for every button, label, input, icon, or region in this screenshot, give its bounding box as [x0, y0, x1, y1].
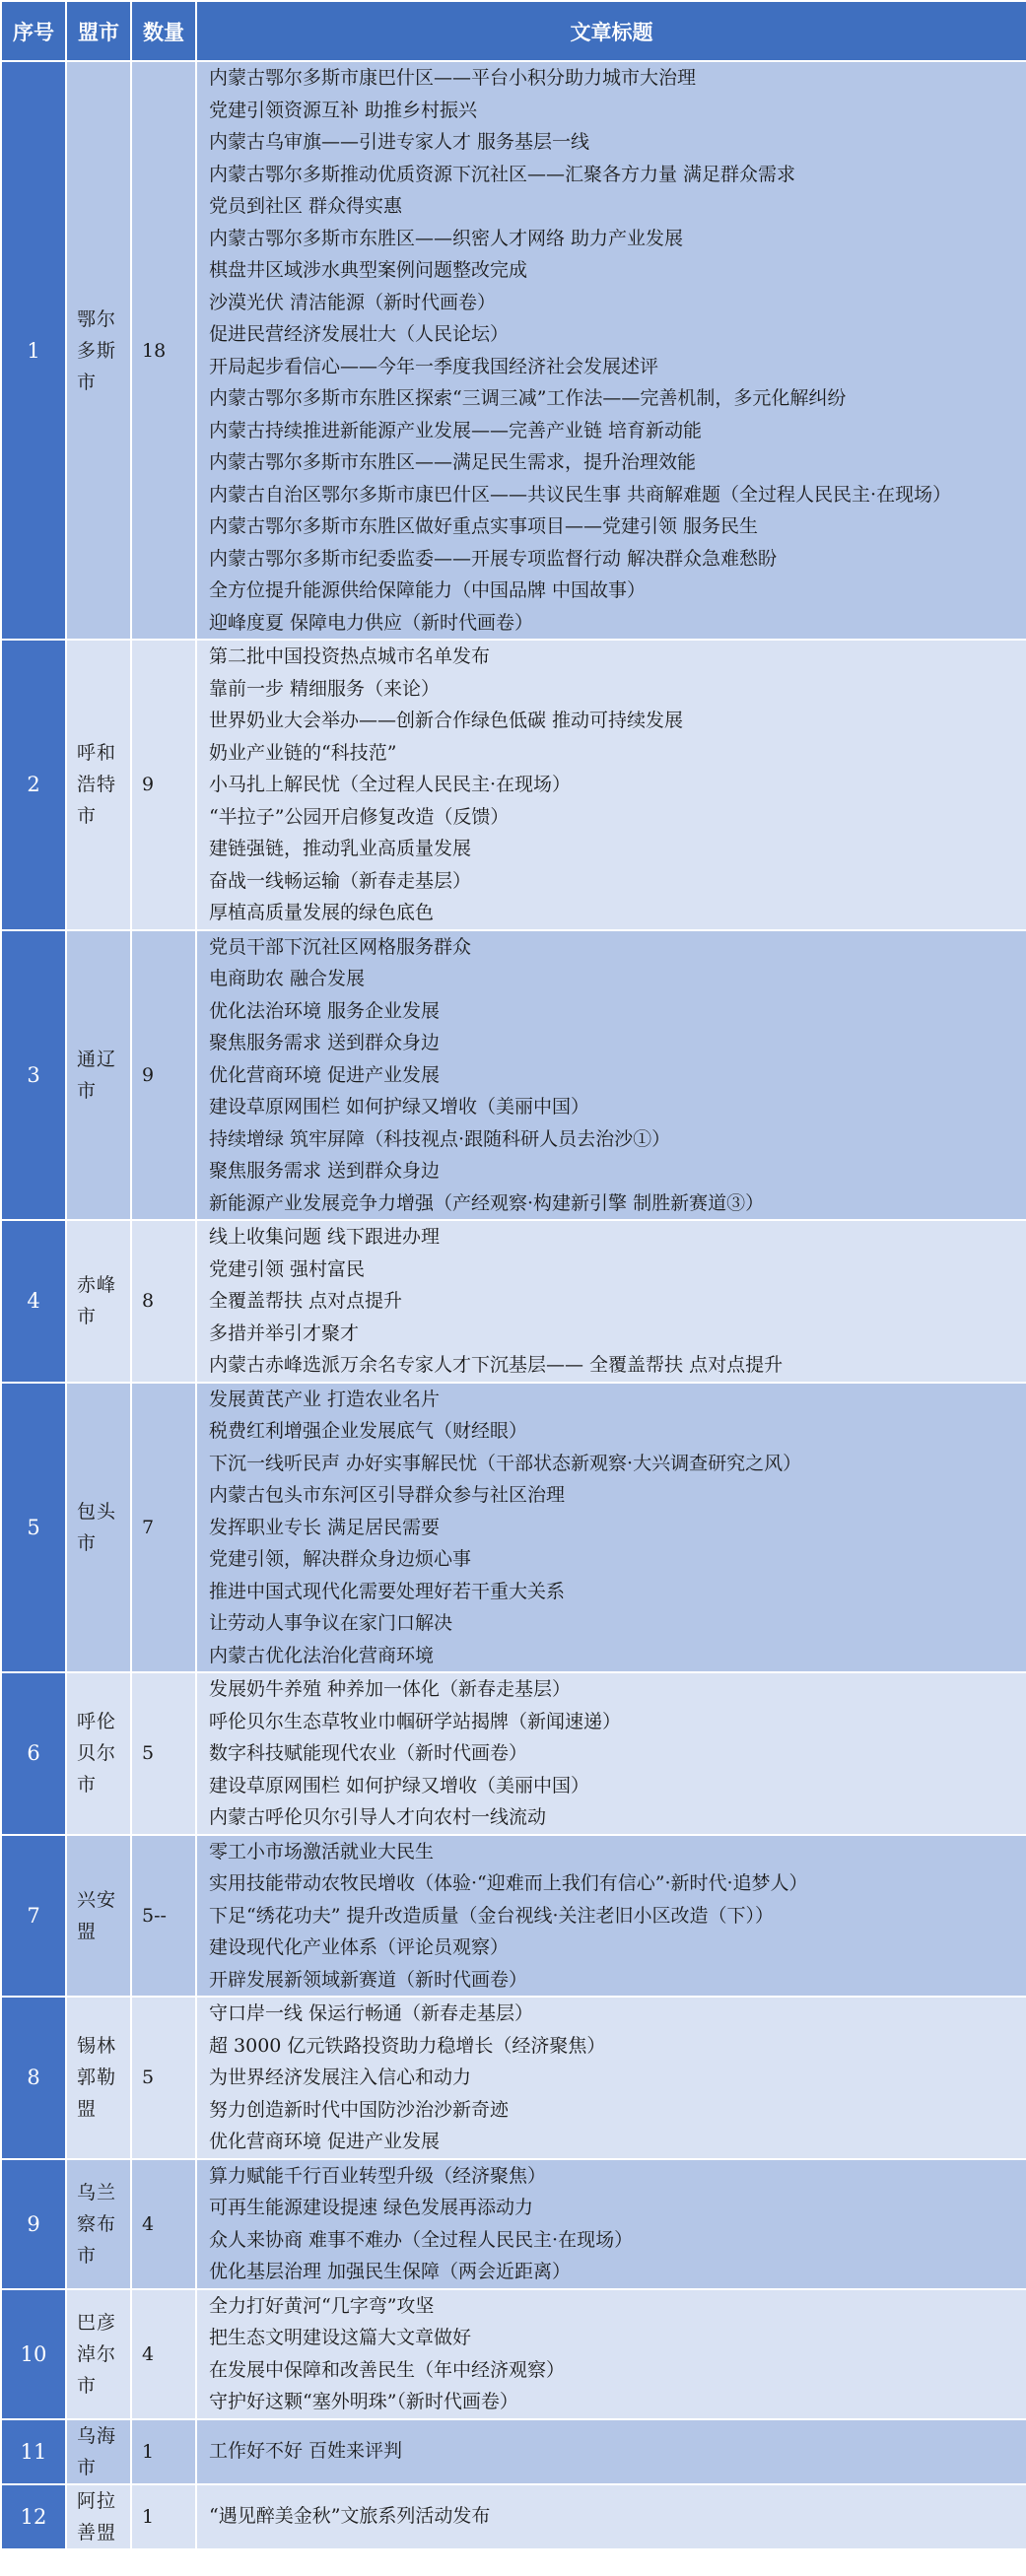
row-titles — [196, 2159, 1026, 2289]
article-title: 优化基层治理 加强民生保障（两会近距离） — [209, 2261, 572, 2282]
row-titles — [196, 930, 1026, 1221]
table-row — [1, 1672, 1026, 1835]
row-titles — [196, 640, 1026, 930]
table-row — [1, 2289, 1026, 2419]
row-number: 2 — [1, 640, 66, 930]
article-title: 税费红利增强企业发展底气（财经眼） — [209, 1420, 528, 1442]
row-number: 3 — [1, 930, 66, 1221]
article-title: 多措并举引才聚才 — [209, 1322, 360, 1344]
row-city: 赤峰 市 — [66, 1220, 131, 1383]
article-title: 众人来协商 难事不难办（全过程人民民主·在现场） — [209, 2228, 634, 2251]
article-title: 内蒙古呼伦贝尔引导人才向农村一线流动 — [209, 1806, 547, 1828]
article-title: 优化法治环境 服务企业发展 — [209, 999, 441, 1022]
article-title: 建设草原网围栏 如何护绿又增收（美丽中国） — [209, 1096, 590, 1118]
article-title: 厚植高质量发展的绿色底色 — [209, 902, 435, 923]
article-title: 党员干部下沉社区网格服务群众 — [209, 935, 472, 958]
article-title: 建设现代化产业体系（评论员观察） — [209, 1936, 510, 1958]
article-title: 党建引领，解决群众身边烦心事 — [209, 1548, 472, 1570]
row-city: 乌兰 察布 市 — [66, 2159, 131, 2289]
row-titles — [196, 1835, 1026, 1998]
article-title: 党建引领 强村富民 — [209, 1257, 366, 1280]
row-titles — [196, 2484, 1026, 2549]
article-title: 电商助农 融合发展 — [209, 968, 366, 989]
header-title: 文章标题 — [196, 1, 1026, 61]
row-number: 1 — [1, 61, 66, 640]
row-number: 4 — [1, 1220, 66, 1383]
row-number: 11 — [1, 2419, 66, 2484]
row-number: 7 — [1, 1835, 66, 1998]
row-number: 8 — [1, 1997, 66, 2159]
header-num: 序号 — [1, 1, 66, 61]
row-titles — [196, 61, 1026, 640]
article-title: 呼伦贝尔生态草牧业巾帼研学站揭牌（新闻速递） — [209, 1710, 622, 1732]
table-row — [1, 1220, 1026, 1383]
article-title: 努力创造新时代中国防沙治沙新奇迹 — [209, 2098, 510, 2121]
article-title: 党建引领资源互补 助推乡村振兴 — [209, 99, 478, 121]
article-title: 内蒙古鄂尔多斯市东胜区——织密人才网络 助力产业发展 — [209, 227, 684, 249]
row-city: 阿拉 善盟 — [66, 2484, 131, 2549]
article-title: 奶业产业链的“科技范” — [209, 741, 397, 764]
article-title: 算力赋能千行百业转型升级（经济聚焦） — [209, 2164, 547, 2187]
article-title: 守口岸一线 保运行畅通（新春走基层） — [209, 2002, 534, 2024]
article-title: 世界奶业大会举办——创新合作绿色低碳 推动可持续发展 — [209, 710, 684, 731]
row-city: 巴彦 淖尔 市 — [66, 2289, 131, 2419]
row-titles — [196, 1383, 1026, 1673]
article-title: 促进民营经济发展壮大（人民论坛） — [209, 323, 510, 345]
row-city: 通辽 市 — [66, 930, 131, 1221]
article-title: 内蒙古乌审旗——引进专家人才 服务基层一线 — [209, 131, 590, 153]
article-title: “遇见醉美金秋”文旅系列活动发布 — [209, 2505, 491, 2528]
row-count: 4 — [131, 2159, 196, 2289]
article-title: 下沉一线听民声 办好实事解民忧（干部状态新观察·大兴调查研究之风） — [209, 1452, 802, 1474]
table-row — [1, 2484, 1026, 2549]
article-title: 内蒙古鄂尔多斯市纪委监委——开展专项监督行动 解决群众急难愁盼 — [209, 547, 778, 570]
row-city: 包头 市 — [66, 1383, 131, 1673]
row-count: 4 — [131, 2289, 196, 2419]
article-title: 全力打好黄河“几字弯”攻坚 — [209, 2294, 435, 2317]
article-title: 党员到社区 群众得实惠 — [209, 195, 403, 217]
article-title: 推进中国式现代化需要处理好若干重大关系 — [209, 1580, 566, 1602]
row-number: 10 — [1, 2289, 66, 2419]
row-count: 1 — [131, 2419, 196, 2484]
article-title: 发挥职业专长 满足居民需要 — [209, 1516, 441, 1538]
row-count: 1 — [131, 2484, 196, 2549]
article-title: 下足“绣花功夫” 提升改造质量（金台视线·关注老旧小区改造（下）） — [209, 1904, 775, 1927]
article-title: 零工小市场激活就业大民生 — [209, 1840, 435, 1863]
article-title: 持续增绿 筑牢屏障（科技视点·跟随科研人员去治沙①） — [209, 1127, 671, 1150]
article-title: 奋战一线畅运输（新春走基层） — [209, 869, 472, 892]
table-row — [1, 61, 1026, 640]
article-title: 工作好不好 百姓来评判 — [209, 2440, 403, 2463]
row-city: 鄂尔 多斯 市 — [66, 61, 131, 640]
article-title: 实用技能带动农牧民增收（体验·“迎难而上我们有信心”·新时代·追梦人） — [209, 1872, 808, 1894]
article-title: 让劳动人事争议在家门口解决 — [209, 1612, 453, 1634]
article-title: 建链强链，推动乳业高质量发展 — [209, 838, 472, 859]
table-row — [1, 1997, 1026, 2159]
row-count: 8 — [131, 1220, 196, 1383]
table-row — [1, 2419, 1026, 2484]
table-body — [1, 61, 1026, 2549]
article-title: 沙漠光伏 清洁能源（新时代画卷） — [209, 291, 497, 313]
header-city: 盟市 — [66, 1, 131, 61]
row-titles — [196, 2419, 1026, 2484]
row-number: 6 — [1, 1672, 66, 1835]
article-title: 线上收集问题 线下跟进办理 — [209, 1226, 441, 1248]
row-count: 9 — [131, 930, 196, 1221]
article-title: 建设草原网围栏 如何护绿又增收（美丽中国） — [209, 1774, 590, 1796]
row-titles — [196, 1220, 1026, 1383]
article-title: 内蒙古自治区鄂尔多斯市康巴什区——共议民生事 共商解难题（全过程人民民主·在现场） — [209, 483, 952, 506]
article-title: 超 3000 亿元铁路投资助力稳增长（经济聚焦） — [209, 2034, 606, 2057]
article-title: 内蒙古持续推进新能源产业发展——完善产业链 培育新动能 — [209, 419, 703, 441]
article-title: 内蒙古鄂尔多斯市康巴什区——平台小积分助力城市大治理 — [209, 67, 697, 89]
article-title: 守护好这颗“塞外明珠”（新时代画卷） — [209, 2391, 518, 2412]
row-titles — [196, 2289, 1026, 2419]
table-row — [1, 930, 1026, 1221]
row-count: 5-- — [131, 1835, 196, 1998]
article-title: 第二批中国投资热点城市名单发布 — [209, 645, 491, 667]
article-title: 内蒙古鄂尔多斯市东胜区做好重点实事项目——党建引领 服务民生 — [209, 515, 759, 537]
row-count: 7 — [131, 1383, 196, 1673]
table-row — [1, 1835, 1026, 1998]
header-count: 数量 — [131, 1, 196, 61]
article-title: 优化营商环境 促进产业发展 — [209, 2131, 441, 2152]
row-city: 呼和 浩特 市 — [66, 640, 131, 930]
article-title: 数字科技赋能现代农业（新时代画卷） — [209, 1742, 528, 1764]
row-number: 12 — [1, 2484, 66, 2549]
article-title: 开局起步看信心——今年一季度我国经济社会发展述评 — [209, 355, 659, 377]
article-title: 内蒙古鄂尔多斯推动优质资源下沉社区——汇聚各方力量 满足群众需求 — [209, 163, 796, 185]
row-city: 锡林 郭勒 盟 — [66, 1997, 131, 2159]
row-count: 18 — [131, 61, 196, 640]
article-title: 内蒙古赤峰选派万余名专家人才下沉基层—— 全覆盖帮扶 点对点提升 — [209, 1354, 784, 1376]
article-title: 为世界经济发展注入信心和动力 — [209, 2067, 472, 2088]
article-title: 迎峰度夏 保障电力供应（新时代画卷） — [209, 611, 534, 634]
table-row — [1, 640, 1026, 930]
article-title: 优化营商环境 促进产业发展 — [209, 1063, 441, 1086]
article-title: 开辟发展新领域新赛道（新时代画卷） — [209, 1968, 528, 1991]
article-title: 内蒙古优化法治化营商环境 — [209, 1644, 435, 1666]
header-row — [1, 1, 1026, 61]
article-title: 把生态文明建设这篇大文章做好 — [209, 2327, 472, 2348]
article-title: “半拉子”公园开启修复改造（反馈） — [209, 805, 510, 828]
row-city: 呼伦 贝尔 市 — [66, 1672, 131, 1835]
row-titles — [196, 1672, 1026, 1835]
row-city: 乌海 市 — [66, 2419, 131, 2484]
article-title: 发展奶牛养殖 种养加一体化（新春走基层） — [209, 1678, 572, 1700]
row-number: 5 — [1, 1383, 66, 1673]
article-title: 全方位提升能源供给保障能力（中国品牌 中国故事） — [209, 579, 647, 601]
row-city: 兴安 盟 — [66, 1835, 131, 1998]
row-titles — [196, 1997, 1026, 2159]
row-number: 9 — [1, 2159, 66, 2289]
article-title: 靠前一步 精细服务（来论） — [209, 677, 441, 700]
table-row — [1, 1383, 1026, 1673]
article-title: 全覆盖帮扶 点对点提升 — [209, 1290, 403, 1312]
row-count: 5 — [131, 1997, 196, 2159]
article-title: 可再生能源建设提速 绿色发展再添动力 — [209, 2197, 534, 2218]
article-title: 小马扎上解民忧（全过程人民民主·在现场） — [209, 774, 572, 795]
article-title: 发展黄芪产业 打造农业名片 — [209, 1388, 441, 1410]
article-title: 棋盘井区域涉水典型案例问题整改完成 — [209, 259, 528, 281]
article-title: 内蒙古包头市东河区引导群众参与社区治理 — [209, 1484, 566, 1506]
article-title: 聚焦服务需求 送到群众身边 — [209, 1160, 441, 1182]
article-title: 新能源产业发展竞争力增强（产经观察·构建新引擎 制胜新赛道③） — [209, 1191, 765, 1214]
article-title: 内蒙古鄂尔多斯市东胜区探索“三调三减”工作法——完善机制，多元化解纠纷 — [209, 387, 847, 409]
table-row — [1, 2159, 1026, 2289]
article-title: 在发展中保障和改善民生（年中经济观察） — [209, 2358, 566, 2381]
article-title: 内蒙古鄂尔多斯市东胜区——满足民生需求，提升治理效能 — [209, 451, 697, 473]
row-count: 5 — [131, 1672, 196, 1835]
row-count: 9 — [131, 640, 196, 930]
article-title: 聚焦服务需求 送到群众身边 — [209, 1032, 441, 1053]
